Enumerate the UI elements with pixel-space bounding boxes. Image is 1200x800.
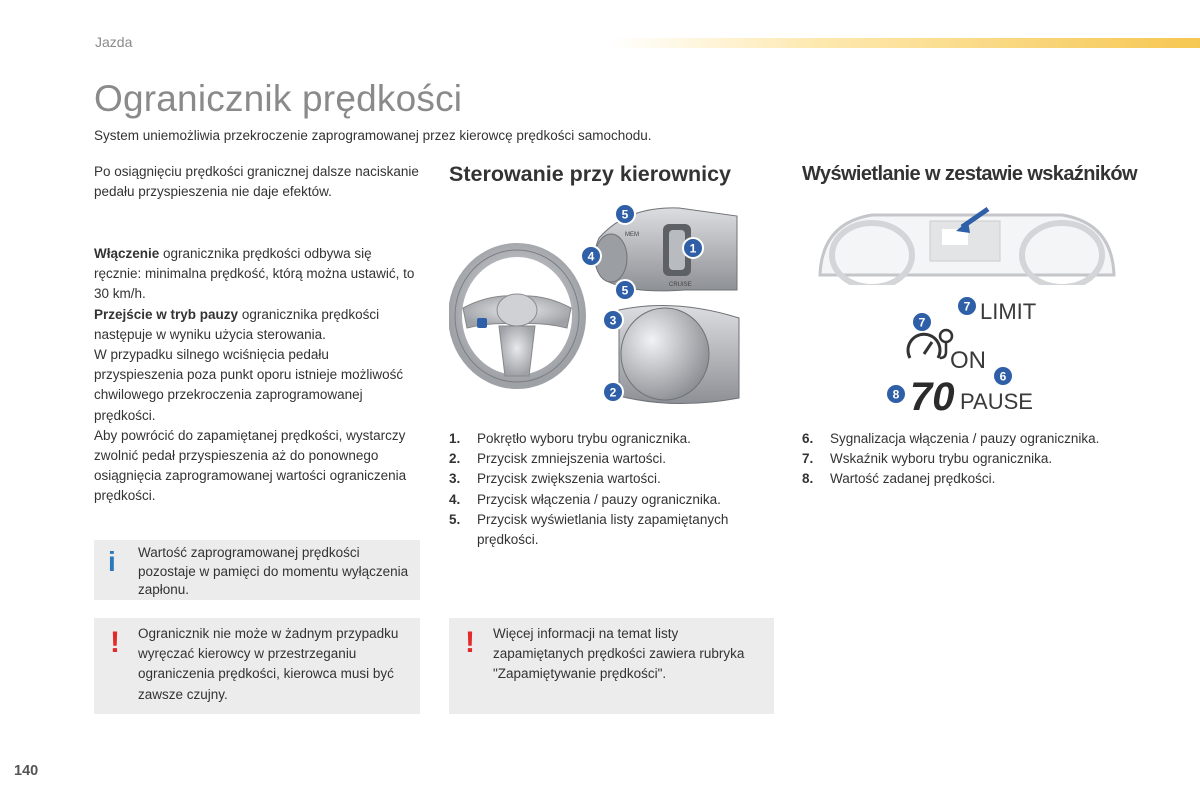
item-number: 6. <box>802 431 814 446</box>
item-number: 4. <box>449 491 461 507</box>
list-item <box>802 429 1102 449</box>
item-number: 1. <box>449 431 461 446</box>
item-text: Przycisk zwiększenia wartości. <box>477 471 661 487</box>
item-text: Przycisk zmniejszenia wartości. <box>477 451 667 467</box>
callout-7-limit <box>957 296 977 316</box>
svg-text:5: 5 <box>621 207 629 222</box>
item-text: Pokrętło wyboru trybu ogranicznika. <box>477 431 691 446</box>
callout-7-mode <box>912 312 932 332</box>
callout-8 <box>886 384 906 404</box>
pause-bold: Przejście w tryb pauzy <box>94 306 239 322</box>
section-label: Jazda <box>95 34 133 50</box>
item-number: 8. <box>802 471 814 487</box>
paragraph-speed-limit-reached: Po osiągnięciu prędkości granicznej dalsze naciskanie pedału przyspieszenia nie daje efektów. <box>94 164 419 200</box>
speed-limiter-display <box>880 290 1060 415</box>
callout-1 <box>683 238 703 258</box>
callout-2 <box>603 382 623 402</box>
svg-text:1: 1 <box>689 241 697 256</box>
info-box-text: Wartość zaprogramowanej prędkości pozostaje w pamięci do momentu wyłączenia zapłonu. <box>138 545 409 597</box>
steering-wheel <box>455 250 579 382</box>
return-text: Aby powrócić do zapamiętanej prędkości, wystarczy zwolnić pedał przyspieszenia aż do ponownego osiągnięcia zaprogramowanej wartości ograniczenia prędkości. <box>94 427 407 504</box>
header-accent-bar <box>610 38 1200 48</box>
svg-text:8: 8 <box>892 387 900 402</box>
page-number: 140 <box>14 763 39 779</box>
warning-box-left <box>94 618 420 714</box>
steering-legend-list <box>449 429 779 550</box>
list-item <box>449 490 779 510</box>
stalk-end-pad <box>619 306 739 404</box>
display-heading: Wyświetlanie w zestawie wskaźników <box>802 163 1137 185</box>
callout-5-bottom <box>615 280 635 300</box>
pause-text: ogranicznika prędkości następuje w wyniku użycia sterowania. <box>94 306 380 342</box>
stalk-label-cruise: CRUISE <box>669 282 692 288</box>
page-title: Ogranicznik prędkości <box>94 78 463 119</box>
steering-heading: Sterowanie przy kierownicy <box>449 162 731 186</box>
svg-text:3: 3 <box>609 313 617 328</box>
list-item <box>449 429 779 449</box>
svg-text:2: 2 <box>609 385 617 400</box>
callout-6 <box>993 366 1013 386</box>
warning-box-middle-text: Więcej informacji na temat listy zapamiętanych prędkości zawiera rubryka "Zapamiętywanie prędkości". <box>493 626 745 682</box>
list-item <box>802 449 1102 469</box>
intro-text: System uniemożliwia przekroczenie zaprogramowanej przez kierowcę prędkości samochodu. <box>94 128 652 143</box>
callout-4 <box>581 246 601 266</box>
display-legend-list <box>802 429 1102 490</box>
display-on-label: ON <box>950 347 986 374</box>
warning-icon: ! <box>110 626 120 659</box>
warning-box-middle <box>449 618 774 714</box>
item-number: 3. <box>449 471 461 487</box>
info-icon: i <box>108 546 116 577</box>
warning-icon: ! <box>465 626 475 659</box>
speedometer-icon <box>908 330 952 358</box>
activation-bold: Włączenie <box>94 246 160 261</box>
item-number: 5. <box>449 511 461 527</box>
steering-controls-illustration <box>449 198 749 418</box>
display-speed-value: 70 <box>910 375 955 415</box>
item-text: Wartość zadanej prędkości. <box>830 471 996 487</box>
item-text: Przycisk włączenia / pauzy ogranicznika. <box>477 491 721 507</box>
svg-text:5: 5 <box>621 283 629 298</box>
callout-5-top <box>615 204 635 224</box>
item-text: Przycisk wyświetlania listy zapamiętanych prędkości. <box>477 511 729 548</box>
svg-text:6: 6 <box>999 369 1007 384</box>
svg-text:4: 4 <box>587 249 595 264</box>
callout-3 <box>603 310 623 330</box>
item-text: Wskaźnik wyboru trybu ogranicznika. <box>830 451 1053 467</box>
item-number: 7. <box>802 451 814 467</box>
svg-text:7: 7 <box>963 299 971 314</box>
info-box <box>94 540 420 600</box>
paragraph-activation <box>94 244 419 507</box>
display-pause-label: PAUSE <box>960 389 1033 414</box>
list-item <box>802 469 1102 489</box>
svg-text:7: 7 <box>918 315 926 330</box>
display-limit-label: LIMIT <box>980 299 1037 324</box>
stalk-label-mem: MEM <box>625 232 639 238</box>
list-item <box>449 469 779 489</box>
item-number: 2. <box>449 451 461 467</box>
list-item <box>449 449 779 469</box>
warning-box-left-text: Ogranicznik nie może w żadnym przypadku wyręczać kierowcy w przestrzeganiu ograniczenia prędkości, kierowca musi być zawsze czujny. <box>138 626 399 702</box>
override-text: W przypadku silnego wciśnięcia pedału przyspieszenia poza punkt oporu istnieje możliwość chwilowego przekroczenia zaprogramowanej prędkości. <box>94 347 404 423</box>
instrument-cluster-illustration <box>812 205 1122 285</box>
list-item <box>449 510 779 550</box>
item-text: Sygnalizacja włączenia / pauzy ogranicznika. <box>830 431 1100 446</box>
activation-text: ogranicznika prędkości odbywa się ręcznie: minimalna prędkość, którą można ustawić, to 30 km/h. <box>94 246 415 302</box>
